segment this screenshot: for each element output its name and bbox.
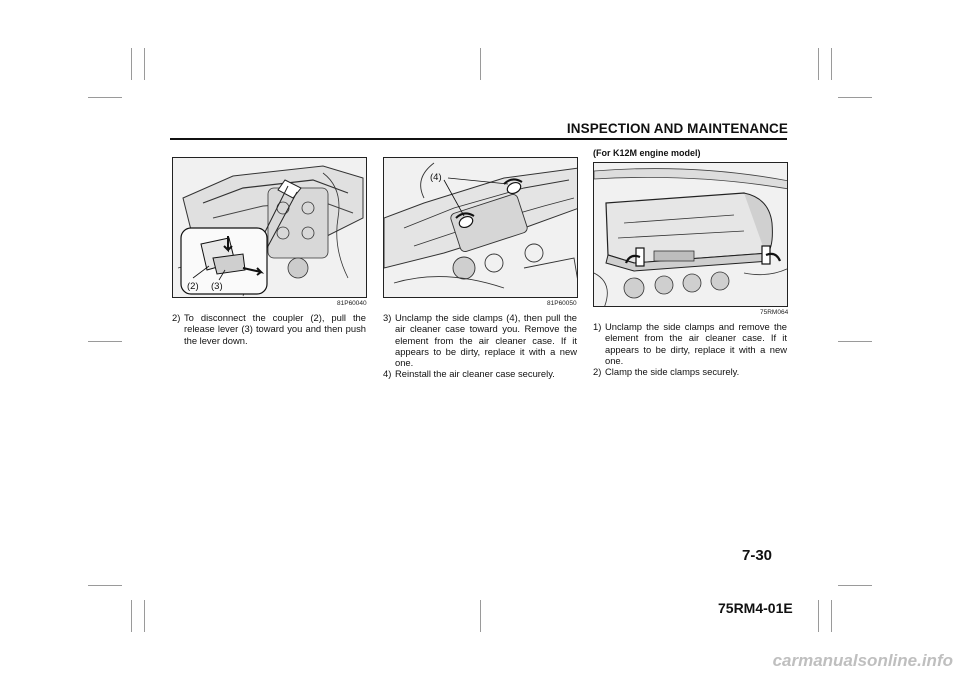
callout-label-2: (2) xyxy=(187,281,199,292)
instruction-list xyxy=(383,312,577,380)
figure-coupler-release xyxy=(172,157,367,298)
header-rule xyxy=(170,138,787,140)
list-item: 3) Unclamp the side clamps (4), then pull the air cleaner case toward you. Remove the element from the air cleaner case. If it appears to be dirty, replace it with a new one. xyxy=(383,312,577,369)
figure-code: 75RM064 xyxy=(760,309,789,316)
list-item: 2) Clamp the side clamps securely. xyxy=(593,366,740,378)
section-heading: (For K12M engine model) xyxy=(593,148,701,158)
figure-code: 81P60050 xyxy=(547,300,577,307)
figure-code: 81P60040 xyxy=(337,300,367,307)
engine-illustration xyxy=(384,158,578,298)
list-item: 2) To disconnect the coupler (2), pull the release lever (3) toward you and then push the lever down. xyxy=(172,312,366,346)
callout-label-4: (4) xyxy=(430,172,442,183)
instruction-list xyxy=(172,312,366,346)
engine-illustration xyxy=(173,158,367,298)
instruction-list xyxy=(593,321,787,377)
figure-side-clamps xyxy=(383,157,578,298)
list-item: 1) Unclamp the side clamps and remove the element from the air cleaner case. If it appears to be dirty, replace it with a new one. xyxy=(593,321,787,366)
engine-illustration xyxy=(594,163,788,307)
list-item: 4) Reinstall the air cleaner case securely. xyxy=(383,368,555,380)
document-code: 75RM4-01E xyxy=(718,600,793,616)
watermark: carmanualsonline.info xyxy=(772,651,953,670)
callout-label-3: (3) xyxy=(211,281,223,292)
figure-air-cleaner-k12m xyxy=(593,162,788,307)
page-number: 7-30 xyxy=(742,547,773,564)
section-title: INSPECTION AND MAINTENANCE xyxy=(566,121,788,136)
